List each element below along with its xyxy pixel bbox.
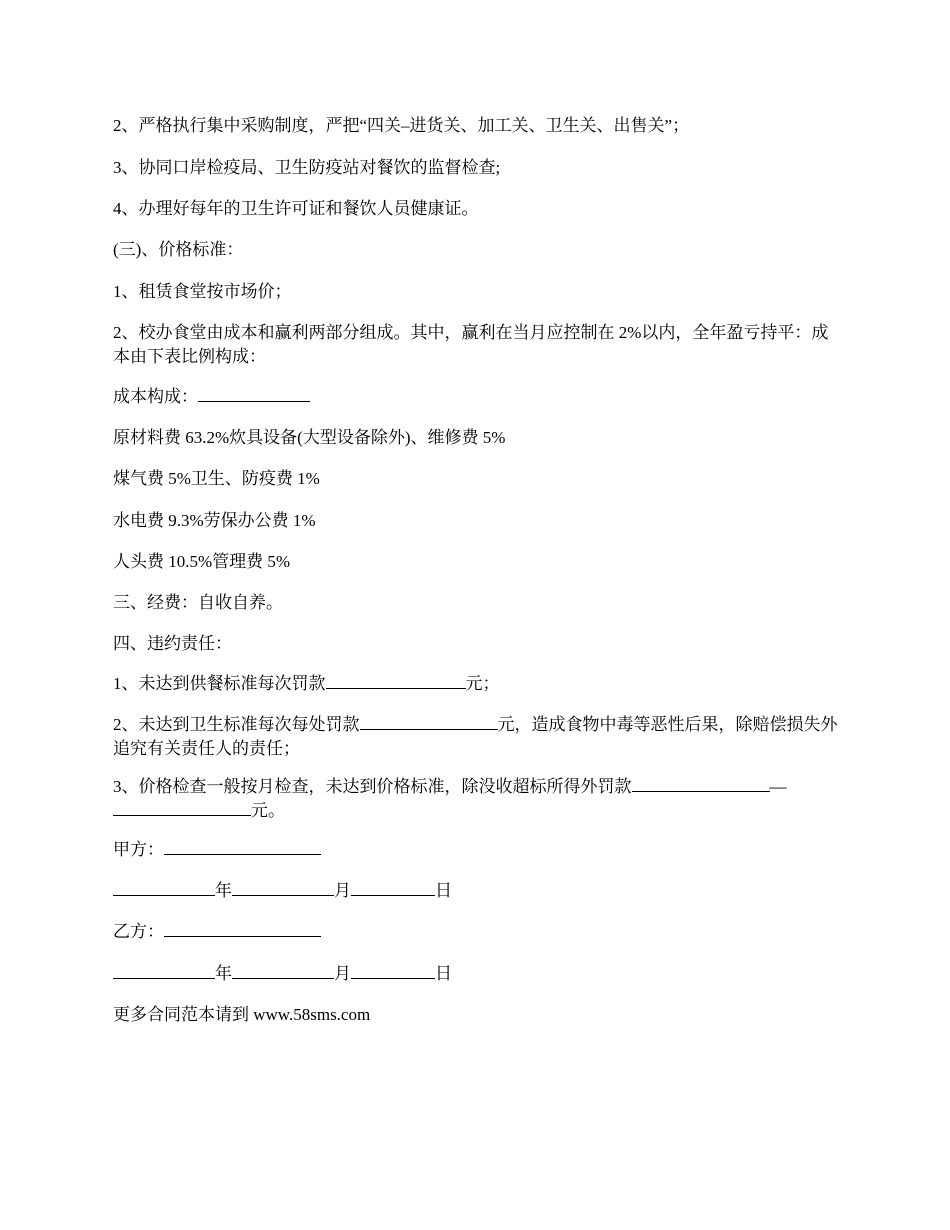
- liability-1-unit: 元；: [465, 674, 500, 693]
- clause-3-inspection: 3、协同口岸检疫局、卫生防疫站对餐饮的监督检查;: [113, 158, 501, 177]
- liability-2-hygiene: [113, 713, 843, 761]
- liability-2-text: 2、未达到卫生标准每次每处罚款: [113, 715, 360, 734]
- section-funding: 三、经费：自收自养。: [113, 593, 283, 612]
- year-blank-b: [113, 963, 215, 979]
- liability-3-price: [113, 775, 843, 823]
- liability-1-text: 1、未达到供餐标准每次罚款: [113, 674, 326, 693]
- cost-row-utilities: 水电费 9.3%劳保办公费 1%: [113, 511, 316, 530]
- cost-row-materials: 原材料费 63.2%炊具设备(大型设备除外)、维修费 5%: [113, 428, 506, 447]
- cost-row-labor: 人头费 10.5%管理费 5%: [113, 552, 291, 571]
- fine-amount-blank-1: [326, 673, 466, 689]
- year-blank-a: [113, 880, 215, 896]
- dash: —: [769, 777, 787, 796]
- clause-1-rent-price: 1、租赁食堂按市场价；: [113, 282, 292, 301]
- date-line-b: [113, 962, 843, 986]
- party-b-blank: [164, 921, 321, 937]
- month-label-b: 月: [334, 964, 351, 983]
- month-label-a: 月: [334, 881, 351, 900]
- cost-composition-blank: [198, 386, 310, 402]
- party-b-label: 乙方：: [113, 922, 164, 941]
- clause-4-licenses: 4、办理好每年的卫生许可证和餐饮人员健康证。: [113, 199, 479, 218]
- party-a-line: [113, 838, 843, 862]
- month-blank-a: [232, 880, 334, 896]
- day-blank-a: [351, 880, 435, 896]
- cost-row-gas: 煤气费 5%卫生、防疫费 1%: [113, 469, 320, 488]
- liability-2-rest: 元，造成食物中毒等恶性后果，除赔偿损失外追究有关责任人的责任；: [113, 715, 838, 758]
- section-price-standard: (三)、价格标准：: [113, 240, 244, 259]
- year-label-b: 年: [215, 964, 232, 983]
- fine-amount-blank-3a: [632, 776, 770, 792]
- month-blank-b: [232, 963, 334, 979]
- clause-2-purchasing: 2、严格执行集中采购制度，严把“四关–进货关、加工关、卫生关、出售关”；: [113, 116, 690, 135]
- party-a-blank: [164, 839, 321, 855]
- fine-amount-blank-2: [360, 714, 498, 730]
- liability-1-meal-standard: [113, 672, 843, 696]
- fine-amount-blank-3b: [113, 800, 251, 816]
- day-label-a: 日: [435, 881, 452, 900]
- date-line-a: [113, 879, 843, 903]
- day-label-b: 日: [435, 964, 452, 983]
- party-a-label: 甲方：: [113, 840, 164, 859]
- party-b-line: [113, 920, 843, 944]
- liability-3-text: 3、价格检查一般按月检查，未达到价格标准，除没收超标所得外罚款: [113, 777, 632, 796]
- day-blank-b: [351, 963, 435, 979]
- section-liability: 四、违约责任：: [113, 634, 232, 653]
- liability-3-unit: 元。: [251, 801, 285, 820]
- clause-2-school-canteen: 2、校办食堂由成本和赢利两部分组成。其中，赢利在当月应控制在 2%以内，全年盈亏持平：成本由下表比例构成：: [113, 323, 829, 366]
- footer-link-text: 更多合同范本请到 www.58sms.com: [113, 1005, 371, 1024]
- cost-composition-label: 成本构成：: [113, 387, 198, 406]
- year-label-a: 年: [215, 881, 232, 900]
- cost-composition: [113, 385, 843, 409]
